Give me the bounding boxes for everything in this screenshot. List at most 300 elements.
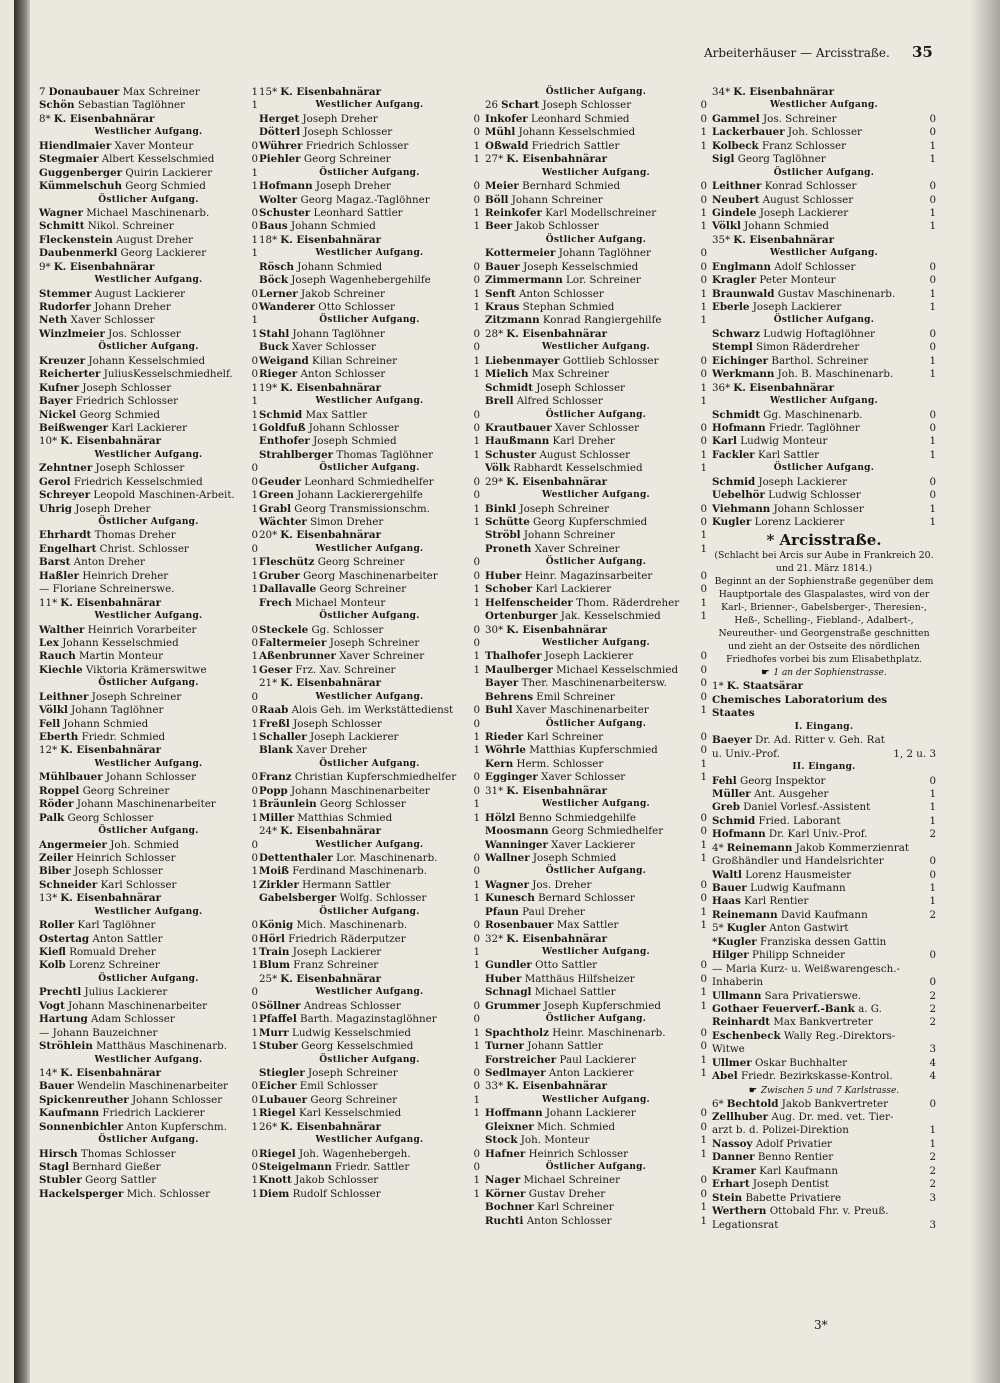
resident-name: Schaller (259, 731, 307, 743)
resident-details: Xaver Schreiner (534, 542, 620, 555)
resident-name: Mielich (485, 368, 529, 381)
floor-number: 1 (700, 126, 707, 139)
entry-row (259, 718, 480, 731)
resident-details: Inhaberin (712, 976, 764, 989)
entry-row (39, 220, 258, 233)
resident-name: Stiegler (259, 1066, 305, 1079)
resident-details: Heinrich Vorarbeiter (87, 623, 197, 636)
resident-name: Bauer (485, 260, 520, 273)
resident-details: Max Schreiner (531, 368, 609, 381)
entry-row (39, 543, 258, 556)
resident-name: Behrens (485, 690, 534, 703)
resident-details: Bernhard Schmied (522, 180, 621, 193)
floor-number: 1 (251, 314, 258, 327)
resident-details: Joh. Wagenhebergeh. (298, 1147, 411, 1160)
resident-name: Böck (259, 274, 288, 287)
resident-details: Jos. Schlosser (108, 327, 181, 340)
section-header (259, 234, 480, 247)
resident-details: Joh. Schlosser (787, 126, 862, 139)
floor-number: 0 (700, 368, 707, 381)
pointing-hand-icon: ☛ (761, 668, 770, 679)
resident-details: Leonhard Schmied (531, 112, 630, 125)
entry-row (259, 1174, 480, 1187)
resident-details: Karl Lackierer (535, 583, 612, 596)
resident-details: Georg Schreiner (319, 583, 407, 596)
owner-name: K. Eisenbahnärar (280, 677, 382, 690)
resident-details: Anton Kupferschm. (126, 1120, 227, 1133)
resident-details: Georg Transmissionschm. (294, 502, 430, 515)
entry-row (485, 516, 707, 529)
stairway-label: Östlicher Aufgang. (545, 1014, 647, 1025)
floor-number: 1 (251, 166, 258, 179)
floor-number: 1 (251, 180, 258, 193)
resident-name: Zeiler (39, 851, 73, 864)
stairway-label: Westlicher Aufgang. (315, 100, 424, 111)
entry-row (259, 933, 480, 946)
floor-number: 0 (251, 999, 258, 1012)
resident-details: u. Univ.-Prof. (712, 747, 780, 760)
resident-name: Helfenscheider (485, 596, 573, 609)
resident-name: Geser (259, 663, 293, 676)
entry-row (39, 301, 258, 314)
resident-details: Barthol. Schreiner (771, 354, 869, 367)
entry-row (712, 1219, 936, 1232)
resident-details: Jos. Dreher (532, 878, 592, 891)
floor-number: 0 (929, 1097, 936, 1110)
resident-name: Hofmann (712, 421, 766, 434)
resident-name: Roller (39, 919, 75, 932)
stairway-label: Östlicher Aufgang. (773, 463, 875, 474)
stairway-label: Westlicher Aufgang. (770, 248, 878, 259)
resident-details: Ludwig Monteur (740, 435, 828, 448)
resident-details: — Maria Kurz- u. Weißwarengesch.- (712, 962, 900, 975)
stairway-label: Westlicher Aufgang. (315, 987, 424, 998)
house-number: 7 (39, 86, 46, 98)
entry-row (39, 785, 258, 798)
resident-name: Schwarz (712, 327, 761, 340)
floor-number: 0 (251, 354, 258, 367)
entry-row (485, 812, 707, 825)
resident-details: — Floriane Schreinerswe. (39, 583, 175, 596)
entry-row (39, 422, 258, 435)
floor-number: 1 (473, 206, 480, 219)
entry-row (485, 1148, 707, 1161)
resident-name: Meier (485, 180, 519, 193)
floor-number: 1 (929, 153, 936, 166)
entry-row (485, 744, 707, 757)
resident-details: Mich. Schlosser (126, 1187, 211, 1200)
resident-name: Eberth (39, 731, 79, 743)
floor-number: 0 (700, 677, 707, 690)
resident-details: Ludwig Kesselschmied (292, 1026, 411, 1039)
resident-details: Herm. Schlosser (516, 757, 604, 770)
resident-name: Liebenmayer (485, 354, 560, 367)
resident-details: Friedr. Schmied (81, 731, 166, 743)
owner-name: K. Eisenbahnärar (506, 932, 608, 945)
entry-row (712, 882, 936, 895)
resident-details: Andreas Schlosser (303, 999, 401, 1012)
entry-row (712, 368, 936, 381)
resident-details: Emil Schlosser (299, 1080, 378, 1093)
stairway-label: Östlicher Aufgang. (545, 866, 647, 877)
institution-name (712, 694, 936, 707)
section-header (39, 597, 258, 610)
house-number: 27* (485, 153, 504, 166)
section-header (259, 677, 480, 690)
resident-name: Schmid (712, 814, 756, 827)
entry-row (39, 798, 258, 811)
entry-row (39, 529, 258, 542)
resident-name: Schuster (485, 448, 537, 461)
resident-name: Stegmaier (39, 153, 99, 166)
resident-name: Bayer (485, 677, 519, 690)
resident-details: Ottobald Fhr. v. Preuß. (769, 1205, 889, 1218)
floor-number: 1 (473, 663, 480, 676)
resident-name: Spachtholz (485, 1026, 549, 1039)
resident-details: Friedr. Bezirkskasse-Kontrol. (740, 1070, 893, 1083)
floor-number: 1 (251, 327, 258, 340)
resident-name: Wolter (259, 193, 298, 206)
entry-row (712, 1124, 936, 1137)
resident-details: Jakob Schreiner (300, 287, 385, 300)
entry-row (39, 1027, 258, 1040)
entry-row (259, 731, 480, 744)
resident-details: Konrad Rangiergehilfe (542, 314, 662, 327)
floor-number: 1 (700, 610, 707, 623)
owner-name: K. Eisenbahnärar (506, 1080, 608, 1093)
resident-details: Jakob Kommerzienrat (795, 841, 909, 854)
entry-row (259, 355, 480, 368)
floor-number: 1 (700, 1066, 707, 1079)
resident-details: Paul Dreher (522, 905, 585, 918)
resident-details: Peter Monteur (759, 274, 836, 287)
resident-details: Wendelin Maschinenarbeiter (77, 1080, 228, 1093)
resident-details: Matthäus Hilfsheizer (524, 972, 635, 985)
resident-details: Friedrich Räderputzer (288, 932, 406, 945)
owner-name: K. Eisenbahnärar (506, 784, 608, 797)
column-1 (39, 86, 258, 1201)
resident-details: Joseph Lackierer (544, 650, 634, 663)
resident-details: Großhändler und Handelsrichter (712, 855, 884, 868)
owner-name: K. Eisenbahnärar (280, 1120, 382, 1133)
entry-row (259, 435, 480, 448)
resident-name: Gleixner (485, 1120, 534, 1133)
entry-row (39, 718, 258, 731)
house-number: 10* (39, 435, 58, 448)
resident-name: Grabl (259, 502, 292, 515)
entry-row (485, 529, 707, 542)
entry-row (485, 1027, 707, 1040)
floor-number: 1 (251, 731, 258, 743)
resident-details: August Lackierer (94, 287, 186, 300)
floor-number: 0 (251, 771, 258, 784)
resident-name: Böll (485, 193, 509, 206)
entry-row (259, 1013, 480, 1026)
entry-row (39, 624, 258, 637)
resident-name: Hofmann (259, 180, 313, 193)
floor-number: 1 (473, 287, 480, 300)
resident-name: Bochner (485, 1201, 534, 1214)
resident-details: Friedrich Schlosser (305, 139, 409, 152)
resident-name: Dallavalle (259, 583, 317, 596)
resident-details: Joseph Lackierer (752, 301, 842, 313)
floor-number: 0 (929, 774, 936, 787)
floor-number: 1 (700, 139, 707, 152)
entry-row (485, 288, 707, 301)
stairway-label: Östlicher Aufgang. (98, 826, 199, 837)
entry-row (712, 207, 936, 220)
entry-row (39, 865, 258, 878)
cross-reference-text: Zwischen 5 und 7 Karlstrasse. (760, 1085, 900, 1096)
entry-row (485, 704, 707, 717)
floor-number: 0 (251, 529, 258, 542)
resident-details: Georg Magaz.-Taglöhner (300, 193, 430, 206)
entry-row (712, 1030, 936, 1043)
resident-name: Hofmann (712, 828, 766, 841)
resident-details: Joh. Monteur (520, 1134, 590, 1147)
entry-row (39, 839, 258, 852)
resident-details: Xaver Monteur (114, 139, 194, 152)
resident-details: Joseph Schreiner (91, 690, 182, 703)
floor-number: 0 (251, 636, 258, 649)
floor-number: 0 (473, 475, 480, 488)
entry-row (485, 314, 707, 327)
resident-name: Hirsch (39, 1147, 78, 1160)
floor-number: 1 (251, 1013, 258, 1026)
stairway-label: Westlicher Aufgang. (542, 1094, 650, 1105)
owner-name: K. Eisenbahnärar (60, 435, 162, 448)
resident-name: Hiendlmaier (39, 139, 112, 152)
floor-number: 1 (251, 381, 258, 394)
entry-row (485, 1067, 707, 1080)
floor-number: 1 (700, 1214, 707, 1227)
resident-details: Friedr. Sattler (335, 1161, 410, 1173)
entry-row (712, 855, 936, 868)
section-header (485, 785, 707, 798)
house-number: 12* (39, 744, 58, 757)
entry-row (712, 895, 936, 908)
page-edge-shadow (970, 0, 1000, 1383)
resident-name: Wallner (485, 851, 530, 864)
entry-row (259, 812, 480, 825)
entry-row (485, 852, 707, 865)
entry-row (712, 976, 936, 989)
entry-row (712, 775, 936, 788)
resident-details: Paul Lackierer (559, 1053, 636, 1066)
floor-number: 0 (251, 986, 258, 999)
entry-row (39, 99, 258, 112)
section-header (39, 892, 258, 905)
resident-name: Green (259, 489, 294, 502)
resident-details: JuliusKesselschmiedhelf. (103, 368, 233, 381)
resident-details: Lorenz Hausmeister (745, 868, 852, 881)
entry-row (712, 194, 936, 207)
entry-row (485, 543, 707, 556)
floor-number: 0 (473, 1161, 480, 1173)
floor-number: 0 (929, 421, 936, 434)
floor-number: 1 (473, 1107, 480, 1120)
entry-row (485, 771, 707, 784)
resident-details: Adolf Schlosser (774, 260, 856, 273)
entry-row (485, 879, 707, 892)
house-number: 31* (485, 784, 504, 797)
entry-row (712, 734, 936, 747)
resident-details: Max Sattler (305, 408, 368, 421)
house-number: 18* (259, 233, 278, 246)
floor-number: 0 (473, 851, 480, 864)
resident-name: Rieger (259, 368, 298, 381)
entry-row (259, 798, 480, 811)
floor-number: 1 (251, 878, 258, 891)
entry-row (712, 489, 936, 502)
floor-number: 0 (929, 475, 936, 488)
resident-details: Joseph Schreiner (308, 1066, 398, 1079)
resident-name: Engelhart (39, 542, 97, 555)
floor-number: 0 (700, 878, 707, 891)
section-header (485, 624, 707, 637)
floor-number: 1 (929, 448, 936, 461)
stairway-label: Östlicher Aufgang. (98, 342, 199, 353)
entry-row (712, 788, 936, 801)
entry-row (485, 906, 707, 919)
resident-name: Zellhuber (712, 1111, 769, 1123)
resident-name: Waltl (712, 868, 742, 881)
resident-details: Konrad Schlosser (764, 180, 857, 193)
entry-row (39, 1188, 258, 1201)
floor-number: 2 (929, 1151, 936, 1164)
stairway-label: Östlicher Aufgang. (98, 517, 199, 527)
entry-row (39, 1174, 258, 1187)
resident-details: Heinrich Schlosser (76, 851, 176, 864)
resident-details: Matthäus Maschinenarb. (96, 1040, 227, 1053)
floor-number: 0 (473, 865, 480, 878)
resident-name: Ruchti (485, 1214, 524, 1227)
resident-details: Ludwig Hoftaglöhner (763, 327, 875, 340)
resident-name: Bauer (712, 882, 747, 894)
floor-number: 1 (929, 502, 936, 515)
house-number: 19* (259, 381, 278, 394)
resident-details: Lor. Maschinenarb. (336, 851, 438, 864)
resident-name: Beer (485, 220, 513, 233)
entry-row (485, 731, 707, 744)
floor-number: 0 (700, 972, 707, 985)
floor-number: 0 (473, 341, 480, 354)
stairway-label: Westlicher Aufgang. (770, 100, 878, 111)
resident-details: Legationsrat (712, 1218, 779, 1231)
resident-details: Joseph Kesselschmied (523, 260, 639, 273)
floor-number: 0 (700, 690, 707, 703)
floor-number: 0 (251, 462, 258, 475)
resident-details: Max Sattler (556, 919, 619, 932)
cross-reference-text: 1 an der Sophienstrasse. (773, 668, 887, 679)
entry-row (712, 409, 936, 422)
entry-row (259, 704, 480, 717)
resident-details: Simon Dreher (310, 516, 384, 528)
floor-number: 0 (473, 421, 480, 434)
entry-row (712, 261, 936, 274)
resident-name: Enthofer (259, 435, 310, 448)
resident-details: Joseph Schlosser (536, 381, 625, 394)
floor-number: 1 (473, 368, 480, 381)
entry-row (259, 556, 480, 569)
stairway-label: Westlicher Aufgang. (315, 691, 424, 702)
entry-row (712, 153, 936, 166)
section-header (39, 1067, 258, 1080)
floor-number: 0 (251, 919, 258, 932)
floor-number: 1 (700, 919, 707, 932)
resident-details: Johann Taglöhner (558, 247, 651, 260)
floor-number: 1 (251, 1174, 258, 1187)
entry-row (259, 261, 480, 274)
entry-row (485, 261, 707, 274)
resident-name: Werthern (712, 1205, 767, 1218)
floor-number: 1 (700, 529, 707, 542)
floor-number: 1 (929, 301, 936, 313)
resident-name: Moosmann (485, 825, 549, 838)
floor-number: 0 (700, 421, 707, 434)
floor-number: 1 (251, 99, 258, 112)
stairway-label: Westlicher Aufgang. (542, 947, 650, 957)
resident-name: Maulberger (485, 663, 553, 676)
resident-details: Joseph Dreher (75, 502, 151, 515)
entry-row (39, 919, 258, 932)
floor-number: 1 (251, 556, 258, 569)
resident-name: Schreyer (39, 489, 91, 502)
resident-name: Reicherter (39, 368, 101, 381)
floor-number: 1 (473, 583, 480, 596)
resident-details: Joseph Schmied (313, 435, 397, 448)
floor-number: 1 (251, 865, 258, 878)
resident-name: Prechtl (39, 986, 82, 999)
resident-details: Johann Maschinenarbeiter (68, 999, 207, 1012)
resident-name: Leithner (712, 180, 762, 193)
floor-number: 1 (473, 1187, 480, 1200)
house-number: 8* (39, 112, 51, 125)
resident-name: Vogt (39, 999, 65, 1012)
entry-row (485, 664, 707, 677)
entry-row (39, 288, 258, 301)
resident-name: Reinhardt (712, 1016, 771, 1029)
resident-details: Fried. Laborant (758, 814, 841, 827)
resident-details: Ferdinand Maschinenarb. (292, 865, 427, 878)
resident-name: Englmann (712, 260, 771, 273)
entry-row (259, 113, 480, 126)
floor-number: 1 (700, 301, 707, 313)
resident-name: Stahl (259, 327, 290, 340)
resident-name: Gundler (485, 959, 532, 972)
floor-number: 0 (929, 180, 936, 193)
floor-number: 0 (473, 112, 480, 125)
floor-number: 1 (251, 1026, 258, 1039)
floor-number: 1 (473, 1174, 480, 1187)
resident-details: Georg Lackierer (120, 247, 207, 260)
floor-number: 0 (473, 623, 480, 636)
resident-name: Reinemann (712, 908, 778, 921)
resident-name: Rosenbauer (485, 919, 554, 932)
floor-number: 0 (473, 489, 480, 502)
floor-number: 1 (929, 814, 936, 827)
house-number: 28* (485, 327, 504, 340)
floor-number: 0 (251, 206, 258, 219)
resident-details: Joseph Schlosser (293, 717, 382, 730)
resident-details: Johann Sattler (527, 1040, 603, 1053)
running-header: Arbeiterhäuser — Arcisstraße. (704, 46, 890, 60)
resident-details: Heinrich Dreher (82, 569, 169, 582)
resident-name: Gindele (712, 206, 757, 219)
floor-number: 0 (251, 1080, 258, 1093)
resident-name: Frech (259, 596, 292, 609)
pointing-hand-icon: ☛ (748, 1085, 757, 1096)
